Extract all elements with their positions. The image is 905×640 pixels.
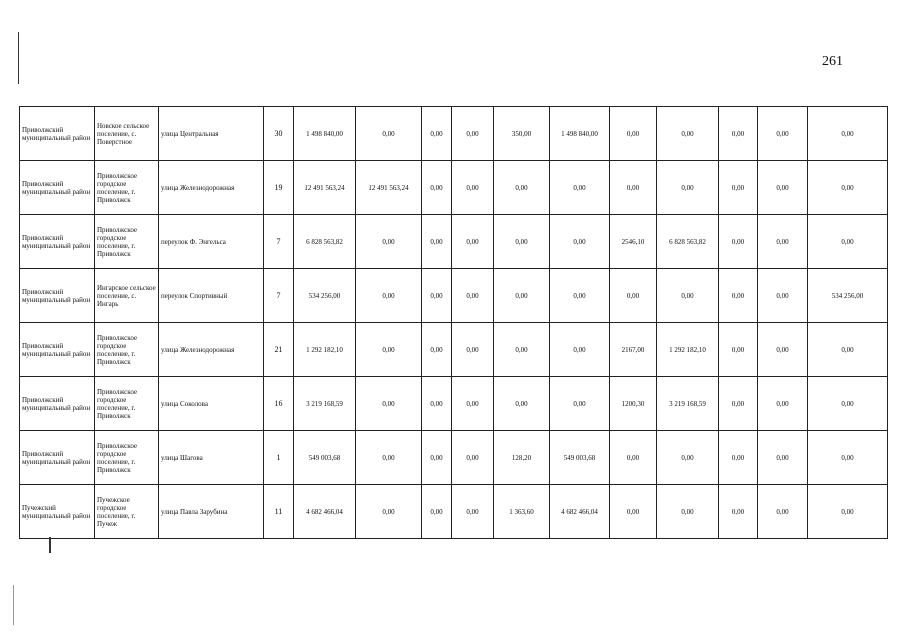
cell-settlement: Приволжское городское поселение, г. Приволжск [95,323,159,377]
cell-cost-col-7: 0,00 [719,485,758,539]
scan-mark-left-top [18,32,19,84]
cell-cost-col-8: 0,00 [758,269,808,323]
cell-settlement: Приволжское городское поселение, г. Приволжск [95,161,159,215]
cell-cost-col-9: 0,00 [808,377,888,431]
cell-house-number: 11 [264,485,294,539]
cell-cost-col-6: 0,00 [657,161,719,215]
cell-cost-col-7: 0,00 [719,161,758,215]
cell-area-col-1: 0,00 [494,269,550,323]
cell-cost-col-8: 0,00 [758,377,808,431]
cell-cost-col-6: 0,00 [657,431,719,485]
cell-cost-col-3: 0,00 [422,377,452,431]
cell-house-number: 7 [264,269,294,323]
cell-cost-col-6: 6 828 563,82 [657,215,719,269]
cell-cost-col-8: 0,00 [758,323,808,377]
cell-cost-col-5: 4 682 466,04 [550,485,610,539]
cell-cost-col-2: 0,00 [356,377,422,431]
cell-house-number: 21 [264,323,294,377]
cell-area-col-2: 0,00 [610,107,657,161]
cell-total-cost: 534 256,00 [294,269,356,323]
cell-cost-col-7: 0,00 [719,377,758,431]
cell-cost-col-3: 0,00 [422,269,452,323]
cell-cost-col-6: 3 219 168,59 [657,377,719,431]
cell-cost-col-9: 0,00 [808,107,888,161]
cell-cost-col-3: 0,00 [422,215,452,269]
cell-cost-col-7: 0,00 [719,215,758,269]
cell-cost-col-3: 0,00 [422,323,452,377]
cell-area-col-2: 2167,00 [610,323,657,377]
table-row [20,323,888,377]
cell-cost-col-5: 1 498 840,00 [550,107,610,161]
cell-cost-col-4: 0,00 [452,485,494,539]
cell-cost-col-9: 0,00 [808,161,888,215]
cell-house-number: 1 [264,431,294,485]
cell-street: переулок Ф. Энгельса [159,215,264,269]
cell-street: улица Железнодорожная [159,323,264,377]
cell-total-cost: 1 498 840,00 [294,107,356,161]
cell-total-cost: 6 828 563,82 [294,215,356,269]
cell-settlement: Приволжское городское поселение, г. Приволжск [95,377,159,431]
cell-cost-col-3: 0,00 [422,431,452,485]
cell-district: Приволжский муниципальный район [20,431,95,485]
cell-area-col-2: 0,00 [610,161,657,215]
cell-cost-col-8: 0,00 [758,485,808,539]
cell-cost-col-7: 0,00 [719,431,758,485]
cell-cost-col-9: 0,00 [808,215,888,269]
cell-cost-col-3: 0,00 [422,485,452,539]
cell-cost-col-4: 0,00 [452,431,494,485]
table-row [20,215,888,269]
cell-cost-col-4: 0,00 [452,215,494,269]
cell-street: улица Соколова [159,377,264,431]
cell-cost-col-4: 0,00 [452,377,494,431]
page-number: 261 [822,54,843,69]
cell-cost-col-2: 0,00 [356,431,422,485]
cell-area-col-2: 0,00 [610,431,657,485]
cell-cost-col-8: 0,00 [758,215,808,269]
table-body [20,107,888,539]
cell-settlement: Ингарское сельское поселение, с. Ингарь [95,269,159,323]
cell-settlement: Пучежское городское поселение, г. Пучеж [95,485,159,539]
cell-cost-col-9: 534 256,00 [808,269,888,323]
cell-area-col-2: 0,00 [610,269,657,323]
cell-cost-col-8: 0,00 [758,107,808,161]
cell-cost-col-5: 0,00 [550,161,610,215]
table-row [20,161,888,215]
cell-cost-col-7: 0,00 [719,269,758,323]
cell-total-cost: 549 003,68 [294,431,356,485]
cell-area-col-1: 1 363,60 [494,485,550,539]
cell-district: Приволжский муниципальный район [20,107,95,161]
cell-cost-col-8: 0,00 [758,431,808,485]
scan-mark-left-bottom [49,537,51,553]
cell-house-number: 30 [264,107,294,161]
cell-cost-col-5: 0,00 [550,269,610,323]
cell-cost-col-2: 12 491 563,24 [356,161,422,215]
cell-area-col-2: 0,00 [610,485,657,539]
cell-cost-col-4: 0,00 [452,323,494,377]
cell-cost-col-5: 549 003,68 [550,431,610,485]
cell-street: переулок Спортивный [159,269,264,323]
cell-cost-col-5: 0,00 [550,215,610,269]
cell-area-col-2: 2546,10 [610,215,657,269]
cell-total-cost: 12 491 563,24 [294,161,356,215]
cell-area-col-1: 350,00 [494,107,550,161]
cell-cost-col-2: 0,00 [356,485,422,539]
cell-cost-col-7: 0,00 [719,323,758,377]
cell-house-number: 7 [264,215,294,269]
cell-cost-col-3: 0,00 [422,161,452,215]
table-row [20,107,888,161]
cell-cost-col-2: 0,00 [356,269,422,323]
cell-settlement: Приволжское городское поселение, г. Приволжск [95,431,159,485]
cell-total-cost: 3 219 168,59 [294,377,356,431]
cell-area-col-1: 0,00 [494,215,550,269]
cell-cost-col-4: 0,00 [452,269,494,323]
cell-district: Приволжский муниципальный район [20,215,95,269]
table-row [20,377,888,431]
cell-area-col-2: 1200,30 [610,377,657,431]
cell-cost-col-7: 0,00 [719,107,758,161]
cell-cost-col-3: 0,00 [422,107,452,161]
cell-district: Пучежский муниципальный район [20,485,95,539]
housing-repair-table [19,106,888,539]
cell-cost-col-4: 0,00 [452,161,494,215]
cell-cost-col-9: 0,00 [808,485,888,539]
scan-mark-left-edge [13,585,14,625]
cell-cost-col-2: 0,00 [356,215,422,269]
cell-area-col-1: 0,00 [494,161,550,215]
cell-street: улица Павла Зарубина [159,485,264,539]
cell-cost-col-8: 0,00 [758,161,808,215]
cell-cost-col-9: 0,00 [808,323,888,377]
cell-cost-col-5: 0,00 [550,377,610,431]
cell-cost-col-4: 0,00 [452,107,494,161]
cell-house-number: 16 [264,377,294,431]
cell-street: улица Железнодорожная [159,161,264,215]
cell-street: улица Центральная [159,107,264,161]
table-row [20,269,888,323]
cell-cost-col-6: 0,00 [657,269,719,323]
cell-cost-col-2: 0,00 [356,107,422,161]
cell-cost-col-5: 0,00 [550,323,610,377]
cell-total-cost: 4 682 466,04 [294,485,356,539]
cell-area-col-1: 0,00 [494,377,550,431]
cell-cost-col-9: 0,00 [808,431,888,485]
cell-cost-col-6: 0,00 [657,485,719,539]
cell-cost-col-6: 1 292 182,10 [657,323,719,377]
cell-cost-col-6: 0,00 [657,107,719,161]
cell-district: Приволжский муниципальный район [20,269,95,323]
cell-district: Приволжский муниципальный район [20,377,95,431]
cell-total-cost: 1 292 182,10 [294,323,356,377]
cell-house-number: 19 [264,161,294,215]
cell-street: улица Шагова [159,431,264,485]
cell-area-col-1: 128,20 [494,431,550,485]
table-row [20,485,888,539]
cell-district: Приволжский муниципальный район [20,323,95,377]
cell-cost-col-2: 0,00 [356,323,422,377]
cell-district: Приволжский муниципальный район [20,161,95,215]
cell-area-col-1: 0,00 [494,323,550,377]
table-row [20,431,888,485]
cell-settlement: Приволжское городское поселение, г. Приволжск [95,215,159,269]
cell-settlement: Новское сельское поселение, с. Поверстное [95,107,159,161]
